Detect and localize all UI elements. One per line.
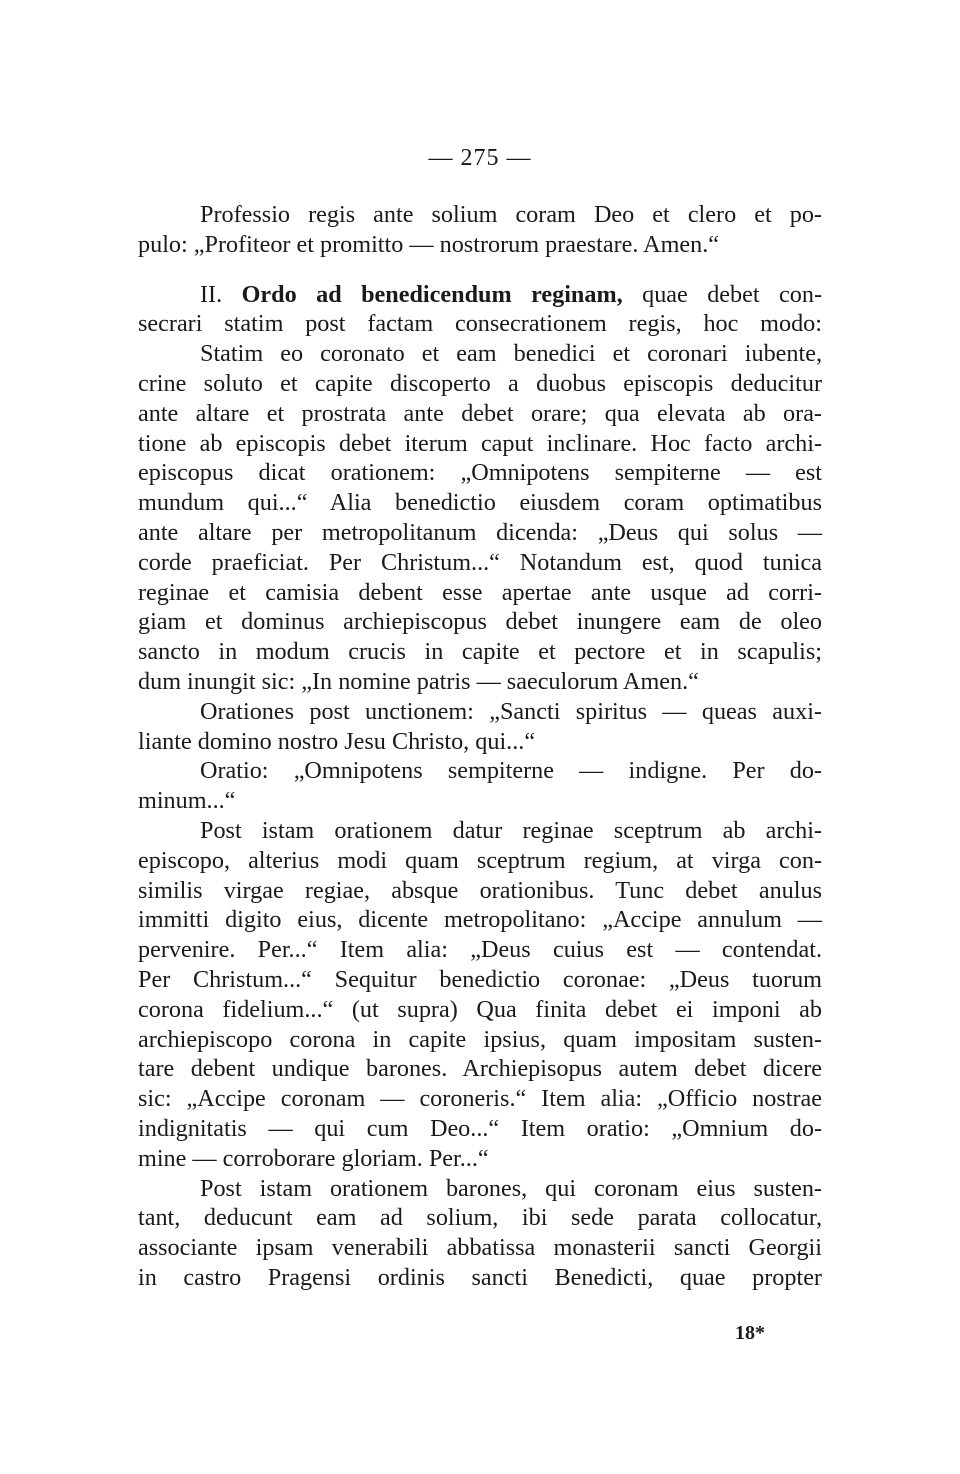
line-text: archiepiscopo corona in capite ipsius, quam impositam susten- [138, 1025, 822, 1053]
section-heading: Ordo ad benedicendum reginam, [241, 280, 623, 308]
text-line [138, 697, 822, 727]
text-line [138, 727, 822, 757]
signature-mark: 18* [735, 1322, 765, 1344]
text-line [138, 935, 822, 965]
text-line [138, 965, 822, 995]
text-line [138, 230, 822, 260]
line-text: Professio regis ante solium coram Deo et clero et po- [200, 201, 822, 228]
line-text: minum...“ [138, 787, 236, 815]
line-text: dum inungit sic: „In nomine patris — saeculorum Amen.“ [138, 667, 699, 695]
text-line [138, 846, 822, 876]
line-text: tione ab episcopis debet iterum caput inclinare. Hoc facto archi- [138, 429, 822, 457]
line-text: crine soluto et capite discoperto a duobus episcopis deducitur [138, 369, 822, 397]
text-line [138, 369, 822, 399]
line-text: pervenire. Per...“ Item alia: „Deus cuius est — contendat. [138, 936, 822, 964]
line-text: giam et dominus archiepiscopus debet inungere eam de oleo [138, 608, 822, 636]
text-line [138, 1203, 822, 1233]
text-line [138, 548, 822, 578]
text-line [138, 578, 822, 608]
text-line [138, 995, 822, 1025]
line-text: Oratio: „Omnipotens sempiterne — indigne. Per do- [200, 757, 822, 785]
line-text: Statim eo coronato et eam benedici et coronari iubente, [200, 340, 822, 368]
text-line [138, 816, 822, 846]
text-line [138, 488, 822, 518]
text-line [138, 607, 822, 637]
text-line [138, 339, 822, 369]
line-text: secrari statim post factam consecrationem regis, hoc modo: [138, 310, 822, 338]
line-text: mundum qui...“ Alia benedictio eiusdem coram optimatibus [138, 489, 822, 517]
line-text: quae debet con- [622, 280, 822, 308]
text-line [138, 637, 822, 667]
line-text: immitti digito eius, dicente metropolitano: „Accipe annulum — [138, 906, 822, 934]
line-text: indignitatis — qui cum Deo...“ Item oratio: „Omnium do- [138, 1114, 822, 1142]
line-text: sic: „Accipe coronam — coroneris.“ Item alia: „Officio nostrae [138, 1085, 822, 1113]
text-line [138, 786, 822, 816]
line-text: Per Christum...“ Sequitur benedictio coronae: „Deus tuorum [138, 965, 822, 993]
text-line [138, 1054, 822, 1084]
line-text: liante domino nostro Jesu Christo, qui...“ [138, 727, 536, 755]
text-line [138, 518, 822, 548]
line-text: mine — corroborare gloriam. Per...“ [138, 1144, 489, 1172]
text-line [138, 876, 822, 906]
body-text [138, 200, 822, 1293]
line-text: Post istam orationem barones, qui coronam eius susten- [200, 1174, 822, 1202]
line-text: episcopus dicat orationem: „Omnipotens sempiterne — est [138, 459, 822, 487]
text-line [138, 280, 822, 310]
text-line [138, 200, 822, 230]
page-number: — 275 — [428, 145, 532, 171]
line-text: pulo: „Profiteor et promitto — nostrorum praestare. Amen.“ [138, 230, 720, 258]
line-text: ante altare per metropolitanum dicenda: „Deus qui solus — [138, 518, 822, 546]
line-text: tare debent undique barones. Archiepisopus autem debet dicere [138, 1055, 822, 1083]
text-line [138, 905, 822, 935]
text-line [138, 756, 822, 786]
line-text: sancto in modum crucis in capite et pectore et in scapulis; [138, 638, 822, 666]
line-text: ante altare et prostrata ante debet orare; qua elevata ab ora- [138, 399, 822, 427]
text-line [138, 1114, 822, 1144]
line-text: episcopo, alterius modi quam sceptrum regium, at virga con- [138, 846, 822, 874]
line-text: Post istam orationem datur reginae sceptrum ab archi- [200, 816, 822, 844]
text-line [138, 458, 822, 488]
text-line [138, 1025, 822, 1055]
line-text: in castro Pragensi ordinis sancti Benedicti, quae propter [138, 1263, 822, 1291]
line-text: reginae et camisia debent esse apertae ante usque ad corri- [138, 578, 822, 606]
text-line [138, 399, 822, 429]
line-text: tant, deducunt eam ad solium, ibi sede parata collocatur, [138, 1204, 822, 1232]
text-line [138, 1263, 822, 1293]
section-number: II. [200, 280, 242, 308]
line-text: corona fidelium...“ (ut supra) Qua finita debet ei imponi ab [138, 995, 822, 1023]
text-line [138, 429, 822, 459]
text-line [138, 309, 822, 339]
line-text: similis virgae regiae, absque orationibus. Tunc debet anulus [138, 876, 822, 904]
text-line [138, 1144, 822, 1174]
text-line [138, 1233, 822, 1263]
text-line [138, 667, 822, 697]
line-text: corde praeficiat. Per Christum...“ Notandum est, quod tunica [138, 548, 822, 576]
text-line [138, 1174, 822, 1204]
line-text: Orationes post unctionem: „Sancti spiritus — queas auxi- [200, 697, 822, 725]
line-text: associante ipsam venerabili abbatissa monasterii sancti Georgii [138, 1234, 822, 1262]
text-line [138, 1084, 822, 1114]
